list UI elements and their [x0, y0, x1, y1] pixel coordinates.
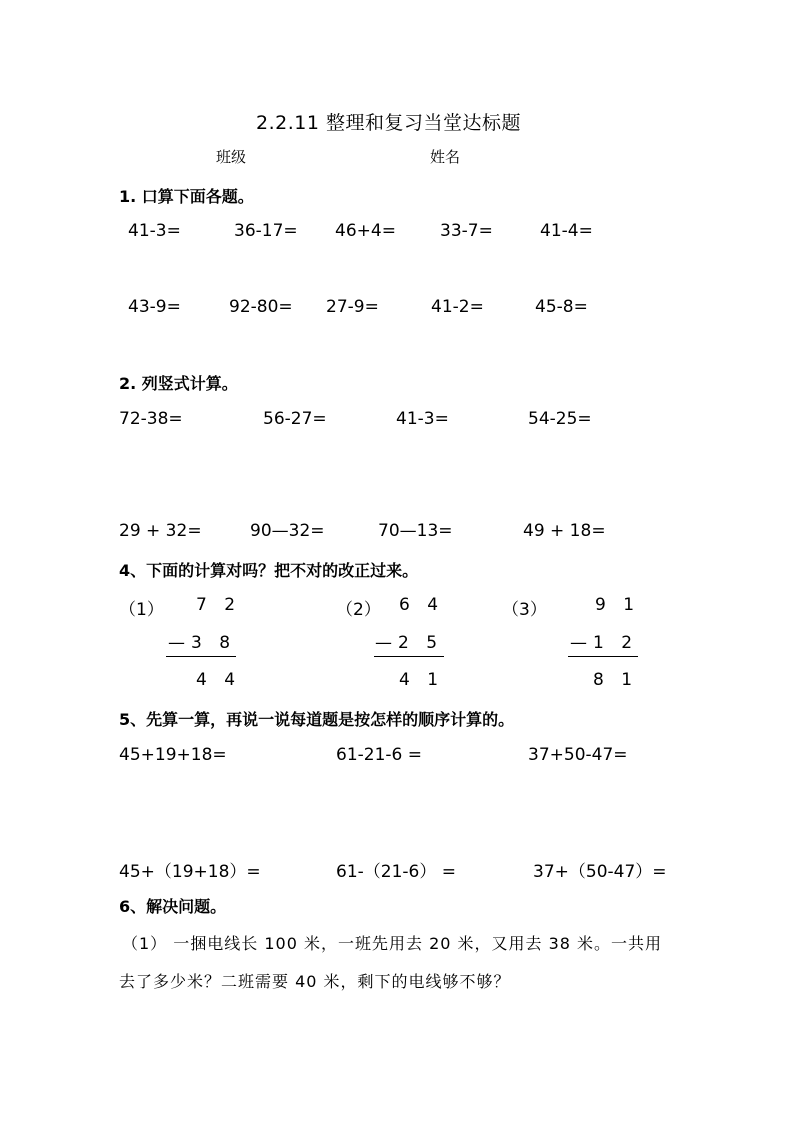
- q5-problem: 45+（19+18）=: [119, 862, 261, 882]
- q1-problem: 41-2=: [431, 297, 484, 317]
- vertical-minuend: 6 4: [399, 595, 445, 615]
- page-title: 2.2.11 整理和复习当堂达标题: [256, 112, 521, 134]
- q2-problem: 72-38=: [119, 409, 183, 429]
- q1-problem: 92-80=: [229, 297, 293, 317]
- vertical-label: （1）: [119, 600, 164, 620]
- q1-problem: 27-9=: [326, 297, 379, 317]
- q2-problem: 29 + 32=: [119, 521, 202, 541]
- vertical-label: （3）: [502, 600, 547, 620]
- vertical-subtrahend: —1 2: [570, 633, 639, 653]
- q1-problem: 33-7=: [440, 221, 493, 241]
- q6-problem-line: （1） 一捆电线长 100 米，一班先用去 20 米，又用去 38 米。一共用: [122, 934, 663, 953]
- vertical-result: 8 1: [593, 670, 639, 690]
- q1-problem: 41-4=: [540, 221, 593, 241]
- vertical-rule: [374, 656, 444, 657]
- q5-problem: 61-（21-6） =: [336, 862, 456, 882]
- q1-problem: 43-9=: [128, 297, 181, 317]
- class-label: 班级: [216, 148, 247, 166]
- q2-problem: 41-3=: [396, 409, 449, 429]
- q2-problem: 54-25=: [528, 409, 592, 429]
- vertical-subtrahend: —3 8: [168, 633, 237, 653]
- vertical-subtrahend: —2 5: [375, 633, 444, 653]
- q5-problem: 61-21-6 =: [336, 745, 422, 765]
- name-label: 姓名: [430, 148, 461, 166]
- q2-problem: 56-27=: [263, 409, 327, 429]
- q5-heading: 5、先算一算，再说一说每道题是按怎样的顺序计算的。: [119, 710, 515, 729]
- q1-problem: 41-3=: [128, 221, 181, 241]
- q2-problem: 90—32=: [250, 521, 325, 541]
- vertical-result: 4 1: [399, 670, 445, 690]
- vertical-minuend: 9 1: [595, 595, 641, 615]
- vertical-rule: [166, 656, 236, 657]
- vertical-result: 4 4: [196, 670, 242, 690]
- q1-problem: 36-17=: [234, 221, 298, 241]
- q6-heading: 6、解决问题。: [119, 897, 227, 916]
- vertical-rule: [568, 656, 638, 657]
- q6-problem-line: 去了多少米？二班需要 40 米，剩下的电线够不够？: [119, 972, 511, 991]
- q2-problem: 70—13=: [378, 521, 453, 541]
- vertical-minuend: 7 2: [196, 595, 242, 615]
- q5-problem: 37+50-47=: [528, 745, 628, 765]
- q5-problem: 45+19+18=: [119, 745, 227, 765]
- q5-problem: 37+（50-47）=: [533, 862, 667, 882]
- vertical-label: （2）: [336, 600, 381, 620]
- q4-heading: 4、下面的计算对吗？把不对的改正过来。: [119, 561, 419, 580]
- q1-problem: 46+4=: [335, 221, 396, 241]
- q2-heading: 2. 列竖式计算。: [119, 374, 238, 393]
- q1-problem: 45-8=: [535, 297, 588, 317]
- q1-heading: 1. 口算下面各题。: [119, 187, 254, 206]
- q2-problem: 49 + 18=: [523, 521, 606, 541]
